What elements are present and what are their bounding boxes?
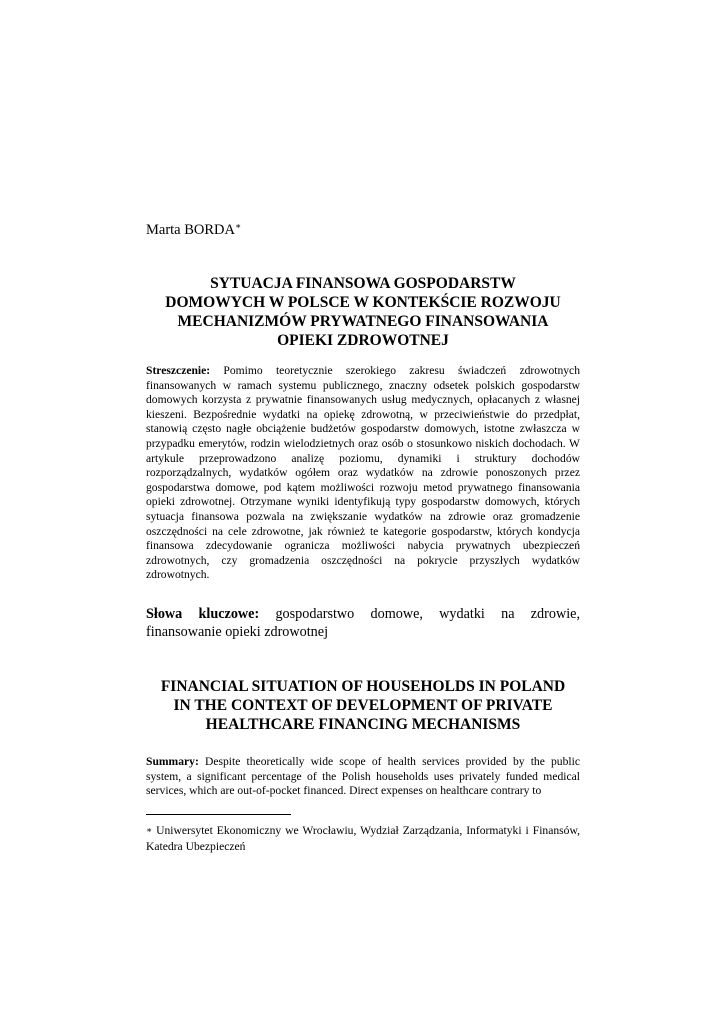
english-title: [146, 677, 580, 734]
english-title-line: HEALTHCARE FINANCING MECHANISMS: [205, 716, 521, 733]
footnote: [146, 823, 580, 855]
abstract-label: Streszczenie:: [146, 364, 211, 377]
author-name: Marta BORDA: [146, 222, 236, 238]
footnote-divider: [146, 814, 291, 815]
author-footnote-marker[interactable]: ∗: [235, 221, 242, 231]
polish-title-line: OPIEKI ZDROWOTNEJ: [277, 332, 449, 349]
polish-abstract: [146, 364, 580, 583]
keywords-text: gospodarstwo domowe, wydatki na zdrowie, finansowanie opieki zdrowotnej: [146, 606, 581, 640]
footnote-marker: ∗: [146, 825, 153, 835]
english-title-line: IN THE CONTEXT OF DEVELOPMENT OF PRIVATE: [173, 697, 553, 714]
polish-title-line: SYTUACJA FINANSOWA GOSPODARSTW: [210, 275, 516, 292]
english-title-line: FINANCIAL SITUATION OF HOUSEHOLDS IN POLAND: [160, 678, 566, 695]
english-summary: [146, 755, 580, 799]
polish-title-line: DOMOWYCH W POLSCE W KONTEKŚCIE ROZWOJU: [165, 294, 561, 311]
summary-label: Summary:: [146, 755, 199, 768]
footnote-text: Uniwersytet Ekonomiczny we Wrocławiu, Wydział Zarządzania, Informatyki i Finansów, Katedra Ubezpieczeń: [146, 824, 580, 853]
polish-title-line: MECHANIZMÓW PRYWATNEGO FINANSOWANIA: [177, 313, 549, 330]
polish-title: [146, 274, 580, 350]
summary-text: Despite theoretically wide scope of health services provided by the public system, a significant percentage of the Polish households uses privately funded medical services, which are out-of-pocket financed. Direct expenses on healthcare contrary to: [146, 755, 580, 798]
author-line: [146, 222, 241, 239]
abstract-text: Pomimo teoretycznie szerokiego zakresu świadczeń zdrowotnych finansowanych w ramach systemu publicznego, znaczny odsetek polskich gospodarstw domowych korzysta z prywatnie finansowanych usług medycznych, opłacanych z własnej kieszeni. Bezpośrednie wydatki na opiekę zdrowotną, w przeciwieństwie do przedpłat, stanowią często nagłe obciążenie budżetów gospodarstw domowych, istotne zwłaszcza w przypadku emerytów, rodzin wielodzietnych oraz osób o stosunkowo niskich dochodach. W artykule przeprowadzono analizę poziomu, dynamiki i struktury dochodów rozporządzalnych, wydatków ogółem oraz wydatków na zdrowie ponoszonych przez gospodarstwa domowe, pod kątem możliwości rozwoju metod prywatnego finansowania opieki zdrowotnej. Otrzymane wyniki identyfikują typy gospodarstw domowych, których sytuacja finansowa pozwala na zwiększanie wydatków na zdrowie oraz gromadzenie oszczędności na cele zdrowotne, jak również te kategorie gospodarstw, których kondycja finansowa zdecydowanie ogranicza możliwości nabycia prywatnych ubezpieczeń zdrowotnych, czy gromadzenia oszczędności na pokrycie przyszłych wydatków zdrowotnych.: [146, 364, 580, 582]
keywords: [146, 605, 580, 641]
keywords-label: Słowa kluczowe:: [146, 606, 260, 622]
